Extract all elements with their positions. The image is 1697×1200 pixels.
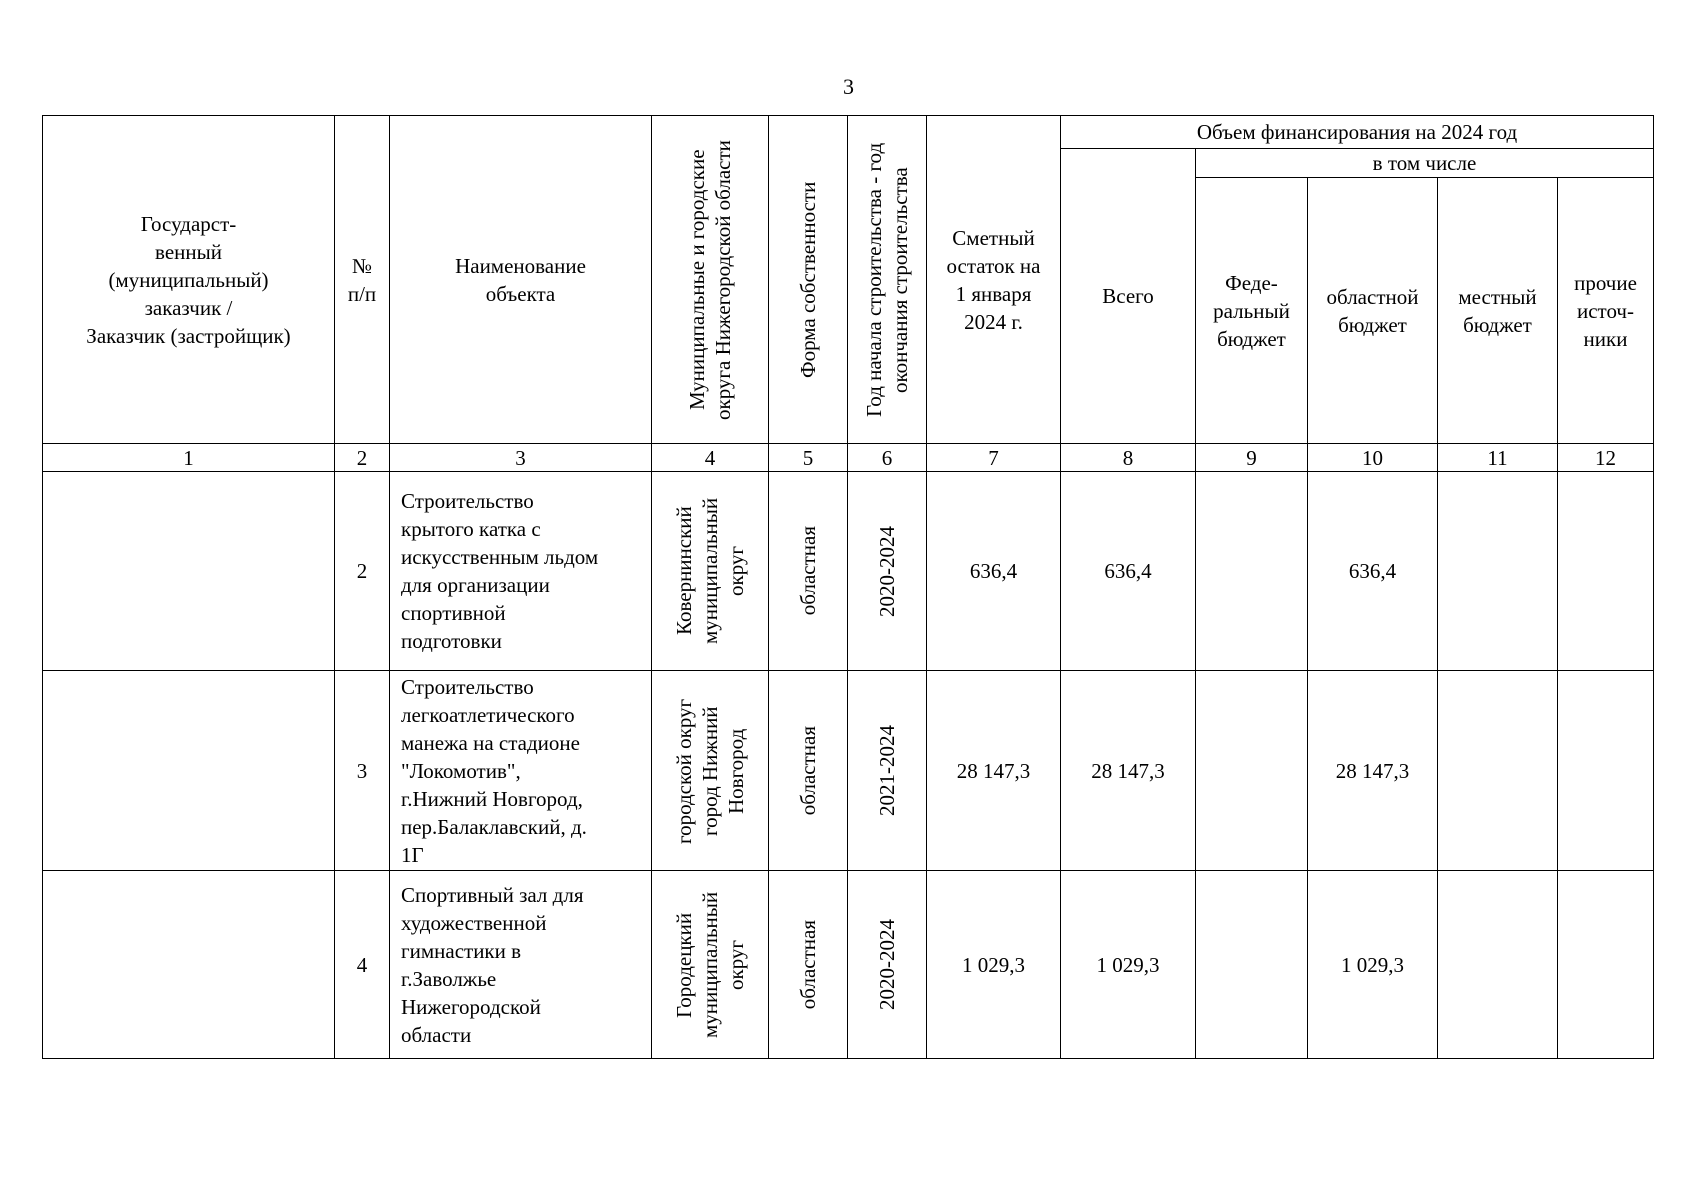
column-number: 5: [769, 444, 848, 472]
ownership-cell: областная: [769, 472, 848, 671]
row-number: 3: [335, 671, 390, 871]
page-number: 3: [843, 74, 854, 99]
column-number: 2: [335, 444, 390, 472]
years-cell: 2020-2024: [848, 472, 927, 671]
balance-cell: 1 029,3: [927, 871, 1061, 1059]
table-row: [43, 871, 1654, 1059]
table-row: [43, 671, 1654, 871]
customer-cell: [43, 871, 335, 1059]
header-federal: Феде- ральный бюджет: [1196, 178, 1308, 444]
local-cell: [1438, 671, 1558, 871]
object-name: Строительство крытого катка с искусственным льдом для организации спортивной подготовки: [390, 472, 652, 671]
header-total: Всего: [1061, 149, 1196, 444]
district-cell: Ковернинский муниципальный округ: [652, 472, 769, 671]
column-number: 12: [1558, 444, 1654, 472]
header-object-name: Наименование объекта: [390, 116, 652, 444]
header-customer: Государст- венный (муниципальный) заказчик / Заказчик (застройщик): [43, 116, 335, 444]
column-number: 8: [1061, 444, 1196, 472]
header-including: в том числе: [1196, 149, 1654, 178]
federal-cell: [1196, 472, 1308, 671]
object-name: Строительство легкоатлетического манежа на стадионе "Локомотив", г.Нижний Новгород, пер.Балаклавский, д. 1Г: [390, 671, 652, 871]
table-row: [43, 472, 1654, 671]
balance-cell: 636,4: [927, 472, 1061, 671]
other-cell: [1558, 671, 1654, 871]
header-number: № п/п: [335, 116, 390, 444]
total-cell: 1 029,3: [1061, 871, 1196, 1059]
column-number: 9: [1196, 444, 1308, 472]
row-number: 2: [335, 472, 390, 671]
header-other: прочие источ- ники: [1558, 178, 1654, 444]
column-number: 11: [1438, 444, 1558, 472]
column-number-row: [43, 444, 1654, 472]
header-financing: Объем финансирования на 2024 год: [1061, 116, 1654, 149]
regional-cell: 636,4: [1308, 472, 1438, 671]
column-number: 4: [652, 444, 769, 472]
header-ownership: Форма собственности: [769, 116, 848, 444]
header-district: Муниципальные и городские округа Нижегородской области: [652, 116, 769, 444]
column-number: 6: [848, 444, 927, 472]
years-cell: 2021-2024: [848, 671, 927, 871]
customer-cell: [43, 472, 335, 671]
federal-cell: [1196, 671, 1308, 871]
total-cell: 28 147,3: [1061, 671, 1196, 871]
federal-cell: [1196, 871, 1308, 1059]
local-cell: [1438, 871, 1558, 1059]
financing-table: [42, 115, 1654, 1059]
header-row-1: [43, 116, 1654, 149]
row-number: 4: [335, 871, 390, 1059]
total-cell: 636,4: [1061, 472, 1196, 671]
regional-cell: 28 147,3: [1308, 671, 1438, 871]
district-cell: Городецкий муниципальный округ: [652, 871, 769, 1059]
balance-cell: 28 147,3: [927, 671, 1061, 871]
object-name: Спортивный зал для художественной гимнастики в г.Заволжье Нижегородской области: [390, 871, 652, 1059]
other-cell: [1558, 871, 1654, 1059]
column-number: 10: [1308, 444, 1438, 472]
header-regional: областной бюджет: [1308, 178, 1438, 444]
column-number: 3: [390, 444, 652, 472]
header-years: Год начала строительства - год окончания строительства: [848, 116, 927, 444]
header-balance: Сметный остаток на 1 января 2024 г.: [927, 116, 1061, 444]
other-cell: [1558, 472, 1654, 671]
local-cell: [1438, 472, 1558, 671]
header-local: местный бюджет: [1438, 178, 1558, 444]
regional-cell: 1 029,3: [1308, 871, 1438, 1059]
ownership-cell: областная: [769, 671, 848, 871]
column-number: 7: [927, 444, 1061, 472]
customer-cell: [43, 671, 335, 871]
years-cell: 2020-2024: [848, 871, 927, 1059]
column-number: 1: [43, 444, 335, 472]
district-cell: городской округ город Нижний Новгород: [652, 671, 769, 871]
ownership-cell: областная: [769, 871, 848, 1059]
